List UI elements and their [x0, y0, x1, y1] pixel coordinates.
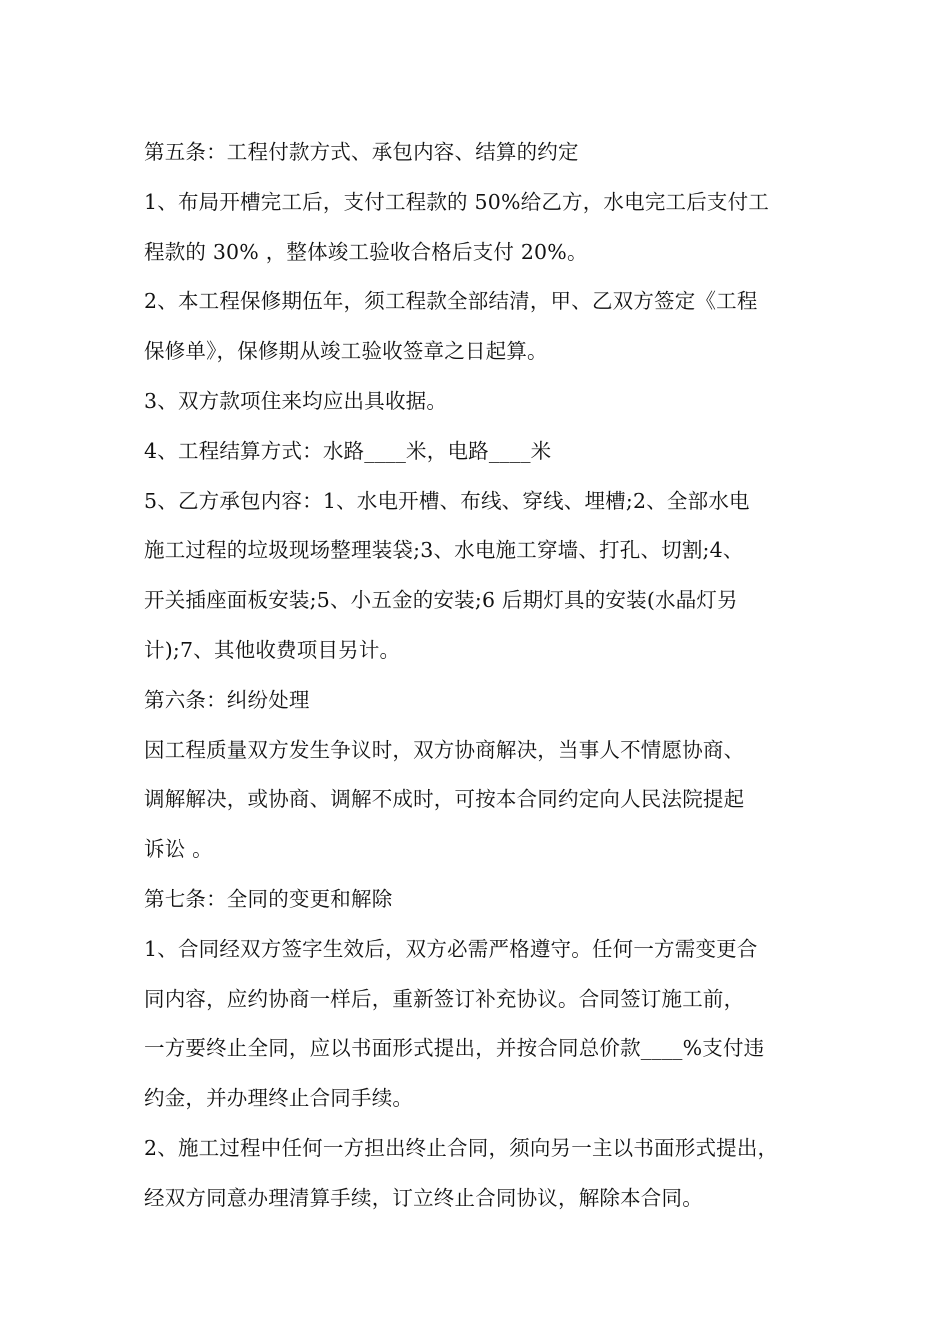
paragraph-line: 约金，并办理终止合同手续。 — [144, 1086, 414, 1111]
article-5-heading: 第五条：工程付款方式、承包内容、结算的约定 — [144, 140, 579, 164]
paragraph-line: 调解解决，或协商、调解不成时，可按本合同约定向人民法院提起 — [144, 787, 745, 812]
paragraph-line: 2、本工程保修期伍年，须工程款全部结清，甲、乙双方签定《工程 — [144, 289, 758, 314]
paragraph-line: 计);7、其他收费项目另计。 — [144, 637, 401, 662]
paragraph-line: 1、合同经双方签字生效后，双方必需严格遵守。任何一方需变更合 — [144, 936, 758, 961]
article-7-heading: 第七条：全同的变更和解除 — [144, 886, 393, 911]
paragraph-line: 诉讼 。 — [144, 837, 213, 862]
paragraph-line: 因工程质量双方发生争议时，双方协商解决，当事人不情愿协商、 — [144, 737, 745, 762]
paragraph-line: 4、工程结算方式：水路____米，电路____米 — [144, 438, 552, 463]
paragraph-line: 2、施工过程中任何一方担出终止合同，须向另一主以书面形式提出， — [144, 1135, 779, 1160]
paragraph-line: 经双方同意办理清算手续，订立终止合同协议，解除本合同。 — [144, 1185, 703, 1210]
document-body — [144, 128, 844, 1224]
paragraph-line: 同内容，应约协商一样后，重新签订补充协议。合同签订施工前， — [144, 986, 745, 1011]
paragraph-line: 施工过程的垃圾现场整理装袋;3、水电施工穿墙、打孔、切割;4、 — [144, 538, 744, 563]
paragraph-line: 程款的 30% ，整体竣工验收合格后支付 20%。 — [144, 239, 588, 264]
paragraph-line: 1、布局开槽完工后，支付工程款的 50%给乙方，水电完工后支付工 — [144, 189, 770, 214]
paragraph-line: 3、双方款项住来均应出具收据。 — [144, 388, 448, 413]
paragraph-line: 一方要终止全同，应以书面形式提出，并按合同总价款____%支付违 — [144, 1036, 765, 1061]
article-6-heading: 第六条：纠纷处理 — [144, 687, 310, 712]
paragraph-line: 开关插座面板安装;5、小五金的安装;6 后期灯具的安装(水晶灯另 — [144, 588, 738, 613]
paragraph-line: 5、乙方承包内容：1、水电开槽、布线、穿线、埋槽;2、全部水电 — [144, 488, 750, 513]
paragraph-line: 保修单》，保修期从竣工验收签章之日起算。 — [144, 339, 548, 364]
